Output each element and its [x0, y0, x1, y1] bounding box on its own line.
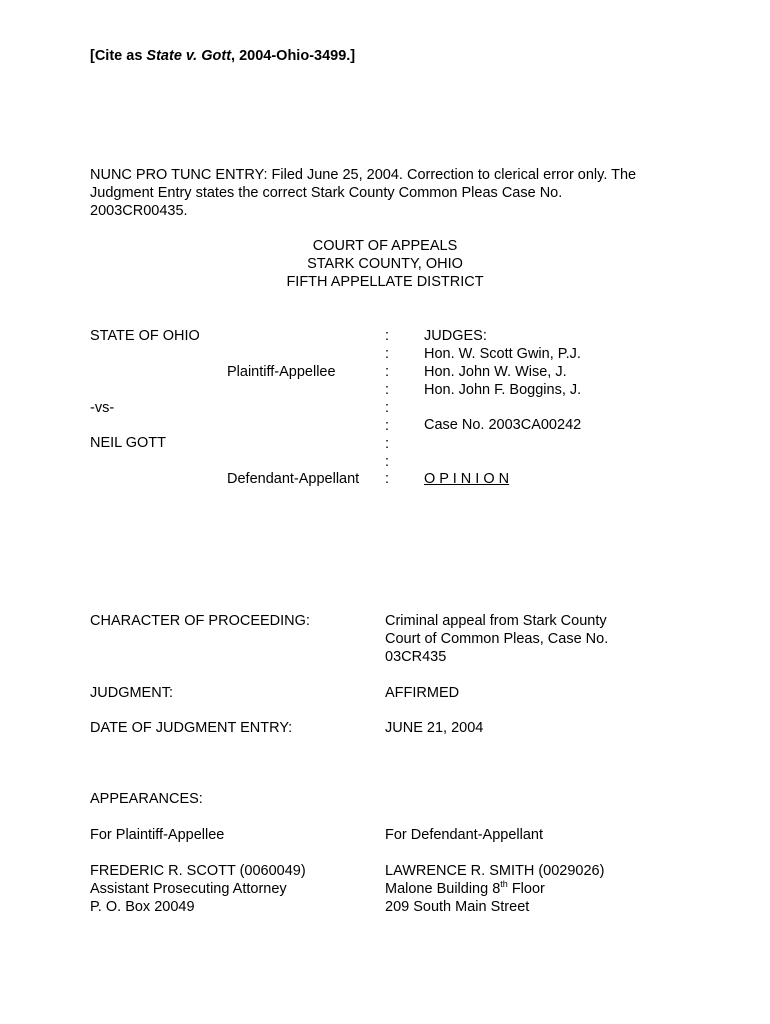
proceeding-value-line-1: Criminal appeal from Stark County — [385, 613, 607, 629]
caption-colon: : — [385, 346, 390, 362]
caption-colon: : — [385, 328, 390, 344]
judge-name: Hon. John W. Wise, J. — [424, 364, 567, 380]
citation-suffix: , 2004-Ohio-3499.] — [231, 48, 356, 64]
court-name: COURT OF APPEALS — [312, 238, 458, 254]
defendant-counsel-building: Malone Building 8 — [385, 881, 501, 897]
citation — [90, 47, 355, 65]
court-county: STARK COUNTY, OHIO — [307, 256, 463, 272]
proceeding-value-line-3: 03CR435 — [385, 649, 447, 665]
plaintiff-name: STATE OF OHIO — [90, 328, 200, 344]
court-district: FIFTH APPELLATE DISTRICT — [286, 274, 484, 290]
appearances-heading: APPEARANCES: — [90, 791, 203, 807]
caption-colon: : — [385, 400, 390, 416]
nunc-pro-tunc-line-2: Judgment Entry states the correct Stark County Common Pleas Case No. — [90, 185, 563, 201]
entry-date-label: DATE OF JUDGMENT ENTRY: — [90, 720, 293, 736]
citation-case-name: State v. Gott — [146, 48, 232, 64]
caption-colon: : — [385, 454, 390, 470]
plaintiff-counsel-address: P. O. Box 20049 — [90, 899, 195, 915]
judgment-label: JUDGMENT: — [90, 685, 173, 701]
case-number: Case No. 2003CA00242 — [424, 417, 582, 433]
caption-colon: : — [385, 382, 390, 398]
plaintiff-counsel-heading: For Plaintiff-Appellee — [90, 827, 225, 843]
judge-name: Hon. W. Scott Gwin, P.J. — [424, 346, 581, 362]
plaintiff-counsel-name: FREDERIC R. SCOTT (0060049) — [90, 863, 306, 879]
judge-name: Hon. John F. Boggins, J. — [424, 382, 582, 398]
defendant-role: Defendant-Appellant — [227, 471, 360, 487]
nunc-pro-tunc-line-3: 2003CR00435. — [90, 203, 188, 219]
nunc-pro-tunc-line-1: NUNC PRO TUNC ENTRY: Filed June 25, 2004. Correction to clerical error only. The — [90, 167, 637, 183]
citation-prefix: [Cite as — [90, 48, 147, 64]
proceeding-label: CHARACTER OF PROCEEDING: — [90, 613, 310, 629]
judges-heading: JUDGES: — [424, 328, 487, 344]
entry-date-value: JUNE 21, 2004 — [385, 720, 484, 736]
defendant-counsel-building-line — [385, 880, 545, 898]
caption-colon: : — [385, 418, 390, 434]
defendant-counsel-name: LAWRENCE R. SMITH (0029026) — [385, 863, 605, 879]
floor-ordinal-suffix: th — [500, 879, 508, 889]
plaintiff-counsel-title: Assistant Prosecuting Attorney — [90, 881, 287, 897]
caption-colon: : — [385, 436, 390, 452]
defendant-counsel-heading: For Defendant-Appellant — [385, 827, 543, 843]
caption-colon: : — [385, 364, 390, 380]
caption-colon: : — [385, 471, 390, 487]
opinion-title: O P I N I O N — [424, 471, 510, 487]
defendant-name: NEIL GOTT — [90, 435, 166, 451]
defendant-counsel-floor: Floor — [507, 881, 545, 897]
versus: -vs- — [90, 400, 115, 416]
proceeding-value-line-2: Court of Common Pleas, Case No. — [385, 631, 609, 647]
judgment-value: AFFIRMED — [385, 685, 460, 701]
defendant-counsel-street: 209 South Main Street — [385, 899, 530, 915]
plaintiff-role: Plaintiff-Appellee — [227, 364, 336, 380]
